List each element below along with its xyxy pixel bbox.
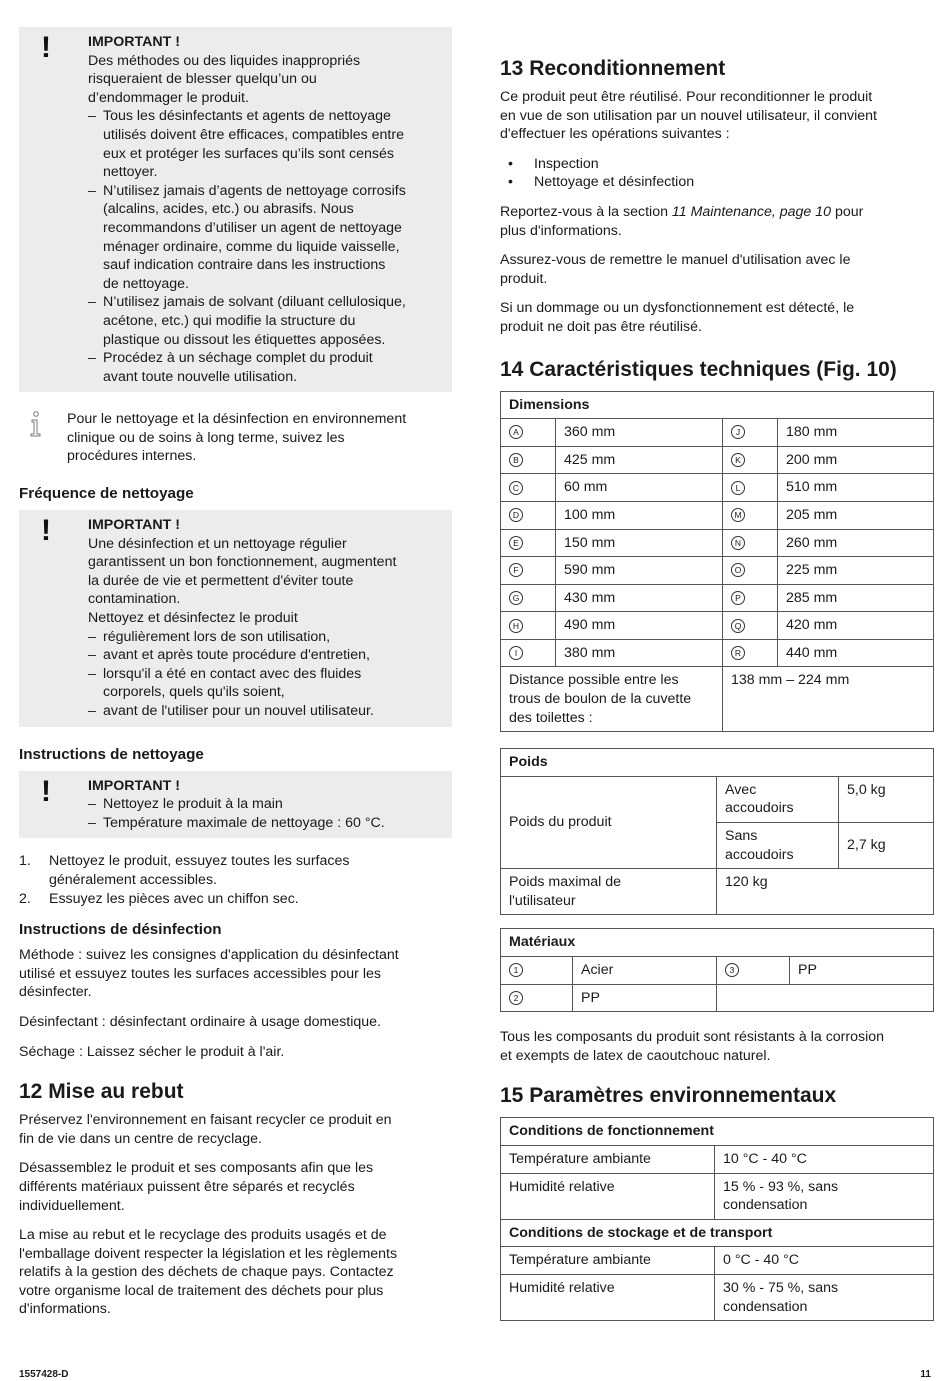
- exclamation-icon: !: [41, 514, 51, 548]
- dimension-value: 285 mm: [778, 584, 934, 612]
- section-14-title: 14 Caractéristiques techniques (Fig. 10): [500, 357, 897, 381]
- dimension-value: 440 mm: [778, 639, 934, 667]
- without-armrests-label: Sans accoudoirs: [717, 823, 839, 869]
- table-row: [501, 869, 934, 915]
- warning-heading: IMPORTANT !: [88, 777, 180, 794]
- table-row: [501, 776, 934, 822]
- dimension-value: 205 mm: [778, 501, 934, 529]
- dimension-letter-badge: J: [731, 425, 745, 439]
- dimension-value: 430 mm: [556, 584, 723, 612]
- cleaning-instructions-heading: Instructions de nettoyage: [19, 745, 204, 763]
- weight-table: [500, 748, 934, 915]
- dimension-letter-badge: L: [731, 481, 745, 495]
- bolt-distance-label: Distance possible entre les trous de boulon de la cuvette des toilettes :: [501, 667, 723, 732]
- with-armrests-value: 5,0 kg: [839, 776, 934, 822]
- table-header: Conditions de stockage et de transport: [501, 1219, 934, 1247]
- warning-item: – N’utilisez jamais d’agents de nettoyage corrosifs (alcalins, acides, etc.) ou abrasifs. Nous recommandons d’utiliser un agent de nettoyage ménager ordinaire, comme du liquide vaisselle, sauf indication contraire dans les instructions de nettoyage.: [88, 182, 406, 292]
- info-note: Pour le nettoyage et la désinfection en environnement clinique ou de soins à long terme, suivez les procédures internes.: [19, 410, 452, 466]
- table-row: [501, 529, 934, 557]
- dimension-letter-badge: O: [731, 563, 745, 577]
- list-item: 2. Essuyez les pièces avec un chiffon sec.: [19, 890, 299, 907]
- table-row: [501, 984, 934, 1012]
- dimension-letter: [501, 557, 556, 585]
- info-icon: [28, 410, 42, 438]
- table-row: Température ambiante 0 °C - 40 °C: [501, 1247, 934, 1275]
- dimension-value: 200 mm: [778, 446, 934, 474]
- dimension-letter-badge: I: [509, 646, 523, 660]
- section-13-title: 13 Reconditionnement: [500, 57, 726, 80]
- dimension-value: 590 mm: [556, 557, 723, 585]
- empty-cell: [717, 984, 934, 1012]
- table-row: Humidité relative 30 % - 75 %, sans condensation: [501, 1274, 934, 1320]
- dimension-letter: [501, 419, 556, 447]
- material-name: Acier: [573, 957, 717, 985]
- dimension-letter: [501, 584, 556, 612]
- table-row: [501, 446, 934, 474]
- dimension-letter: [723, 501, 778, 529]
- table-row: [501, 474, 934, 502]
- dimension-value: 260 mm: [778, 529, 934, 557]
- section-12-title: 12 Mise au rebut: [19, 1080, 184, 1104]
- warning-item: – Procédez à un séchage complet du produit avant toute nouvelle utilisation.: [88, 350, 373, 385]
- exclamation-icon: !: [41, 774, 51, 808]
- table-row: [501, 957, 934, 985]
- bullet-list: [500, 155, 934, 192]
- dimension-value: 180 mm: [778, 419, 934, 447]
- cross-reference-link[interactable]: 11 Maintenance, page 10: [671, 203, 831, 220]
- paragraph: Séchage : Laissez sécher le produit à l'air.: [19, 1043, 285, 1060]
- right-column: [500, 32, 934, 1321]
- warning-item: – Tous les désinfectants et agents de nettoyage utilisés doivent être efficaces, compatibles entre eux et protéger les surfaces qu’ils sont censés nettoyer.: [88, 108, 404, 181]
- paragraph: Reportez-vous à la section 11 Maintenance, page 10 pour plus d'informations.: [500, 203, 864, 239]
- dimension-letter: [501, 474, 556, 502]
- dimension-letter: [501, 529, 556, 557]
- cleaning-steps: [19, 852, 452, 908]
- dimension-value: 150 mm: [556, 529, 723, 557]
- materials-table: [500, 928, 934, 1012]
- cleaning-frequency-heading: Fréquence de nettoyage: [19, 485, 194, 503]
- dimension-value: 225 mm: [778, 557, 934, 585]
- table-row: [501, 419, 934, 447]
- table-header: Conditions de fonctionnement: [501, 1118, 934, 1146]
- paragraph: Si un dommage ou un dysfonctionnement est détecté, le produit ne doit pas être réutilisé.: [500, 300, 855, 335]
- dimension-letter-badge: E: [509, 536, 523, 550]
- dimension-letter: [723, 529, 778, 557]
- table-row: [501, 612, 934, 640]
- paragraph: Ce produit peut être réutilisé. Pour reconditionner le produit en vue de son utilisation par un nouvel utilisateur, il convient d'effectuer les opérations suivantes :: [500, 89, 877, 143]
- dimension-value: 360 mm: [556, 419, 723, 447]
- warning-box-cleaning: [19, 771, 452, 839]
- warning-item: – avant et après toute procédure d'entretien,: [88, 647, 370, 664]
- dimension-letter: [723, 639, 778, 667]
- exclamation-icon: !: [41, 31, 51, 64]
- paragraph: Méthode : suivez les consignes d'application du désinfectant utilisé et essuyez toutes les surfaces accessibles pour les désinfecter.: [19, 947, 399, 1001]
- environment-table: [500, 1117, 934, 1321]
- warning-item: – avant de l'utiliser pour un nouvel utilisateur.: [88, 703, 374, 719]
- table-header: Matériaux: [501, 929, 934, 957]
- dimension-letter: [723, 557, 778, 585]
- dimension-letter: [501, 501, 556, 529]
- warning-box-frequency: ! IMPORTANT ! Une désinfection et un nettoyage régulier garantissent un bon fonctionnement, augmentent la durée de vie et permettent d'éviter toute contamination. Nettoyez et désinfectez le produit – régulièrement lors de son utilisation, – avant et après toute procédure d'entretien, – lorsqu'il a été en contact avec des fluides corporels, quels qu'ils soient, – avant de l'utiliser pour un nouvel utilisateur.: [19, 510, 452, 727]
- warning-item: – N’utilisez jamais de solvant (diluant cellulosique, acétone, etc.) qui modifie la structure du plastique ou dissout les étiquettes apposées.: [88, 294, 406, 348]
- without-armrests-value: 2,7 kg: [839, 823, 934, 869]
- dimension-letter-badge: D: [509, 508, 523, 522]
- table-header: Dimensions: [501, 391, 934, 419]
- paragraph: Préservez l'environnement en faisant recycler ce produit en fin de vie dans un centre de recyclage.: [19, 1112, 392, 1147]
- with-armrests-label: Avec accoudoirs: [717, 776, 839, 822]
- dimension-letter-badge: H: [509, 619, 523, 633]
- paragraph: Désinfectant : désinfectant ordinaire à usage domestique.: [19, 1013, 382, 1030]
- material-name: PP: [790, 957, 934, 985]
- warning-item: – Nettoyez le produit à la main: [88, 796, 283, 813]
- dimension-letter: [501, 639, 556, 667]
- dimension-value: 420 mm: [778, 612, 934, 640]
- warning-heading: IMPORTANT !: [88, 34, 180, 50]
- table-row: [501, 639, 934, 667]
- material-number: 2: [501, 984, 573, 1012]
- paragraph: Assurez-vous de remettre le manuel d'utilisation avec le produit.: [500, 252, 851, 287]
- max-user-weight-label: Poids maximal de l'utilisateur: [501, 869, 717, 915]
- dimension-letter: [501, 612, 556, 640]
- list-item: • Nettoyage et désinfection: [508, 174, 695, 191]
- paragraph: La mise au rebut et le recyclage des produits usagés et de l'emballage doivent respecter la législation et les règlements relatifs à la gestion des déchets de chaque pays. Contactez votre organisme local de traitement des déchets pour plus d'informations.: [19, 1227, 398, 1318]
- material-number: 3: [717, 957, 790, 985]
- warning-box-methods: [19, 27, 452, 392]
- table-row: [501, 557, 934, 585]
- dimension-letter: [723, 446, 778, 474]
- bolt-distance-value: 138 mm – 224 mm: [723, 667, 934, 732]
- dimension-letter: [723, 612, 778, 640]
- dimension-letter-badge: P: [731, 591, 745, 605]
- list-item: • Inspection: [508, 155, 599, 172]
- page-number: 11: [920, 1369, 931, 1380]
- dimension-letter-badge: G: [509, 591, 523, 605]
- max-user-weight-value: 120 kg: [717, 869, 934, 915]
- list-item: 1. Nettoyez le produit, essuyez toutes les surfaces généralement accessibles.: [19, 853, 350, 888]
- dimension-value: 510 mm: [778, 474, 934, 502]
- dimension-value: 100 mm: [556, 501, 723, 529]
- dimension-letter-badge: M: [731, 508, 745, 522]
- document-id: 1557428-D: [19, 1369, 69, 1380]
- warning-item: – régulièrement lors de son utilisation,: [88, 628, 331, 645]
- section-15-title: 15 Paramètres environnementaux: [500, 1084, 837, 1108]
- left-column: [19, 27, 452, 1330]
- dimension-letter: [501, 446, 556, 474]
- warning-heading: IMPORTANT !: [88, 517, 180, 534]
- warning-item: – Température maximale de nettoyage : 60 °C.: [88, 814, 385, 831]
- material-name: PP: [573, 984, 717, 1012]
- table-row: Température ambiante 10 °C - 40 °C: [501, 1145, 934, 1173]
- dimension-letter-badge: K: [731, 453, 745, 467]
- dimension-letter-badge: C: [509, 481, 523, 495]
- table-row: [501, 584, 934, 612]
- dimension-letter-badge: A: [509, 425, 523, 439]
- warning-intro: Des méthodes ou des liquides inappropriés risqueraient de blesser quelqu’un ou d’endommager le produit.: [88, 52, 361, 106]
- dimensions-table: [500, 391, 934, 733]
- dimension-value: 425 mm: [556, 446, 723, 474]
- table-row: [501, 501, 934, 529]
- paragraph: Désassemblez le produit et ses composants afin que les différents matériaux puissent être séparés et recyclés individuellement.: [19, 1160, 374, 1214]
- dimension-letter: [723, 474, 778, 502]
- dimension-letter-badge: N: [731, 536, 745, 550]
- dimension-letter-badge: R: [731, 646, 745, 660]
- dimension-value: 380 mm: [556, 639, 723, 667]
- dimension-letter-badge: F: [509, 563, 523, 577]
- dimension-letter: [723, 419, 778, 447]
- paragraph: Tous les composants du produit sont résistants à la corrosion et exempts de latex de caoutchouc naturel.: [500, 1029, 885, 1064]
- disinfection-instructions-heading: Instructions de désinfection: [19, 921, 222, 939]
- dimension-letter-badge: B: [509, 453, 523, 467]
- dimension-rows: [501, 419, 934, 667]
- warning-item: – lorsqu'il a été en contact avec des fluides corporels, quels qu'ils soient,: [88, 665, 362, 701]
- table-header: Poids: [501, 749, 934, 777]
- dimension-letter-badge: Q: [731, 619, 745, 633]
- table-row: Humidité relative 15 % - 93 %, sans condensation: [501, 1173, 934, 1219]
- material-number: 1: [501, 957, 573, 985]
- table-row: [501, 667, 934, 732]
- dimension-letter: [723, 584, 778, 612]
- product-weight-label: Poids du produit: [501, 776, 717, 868]
- dimension-value: 60 mm: [556, 474, 723, 502]
- dimension-value: 490 mm: [556, 612, 723, 640]
